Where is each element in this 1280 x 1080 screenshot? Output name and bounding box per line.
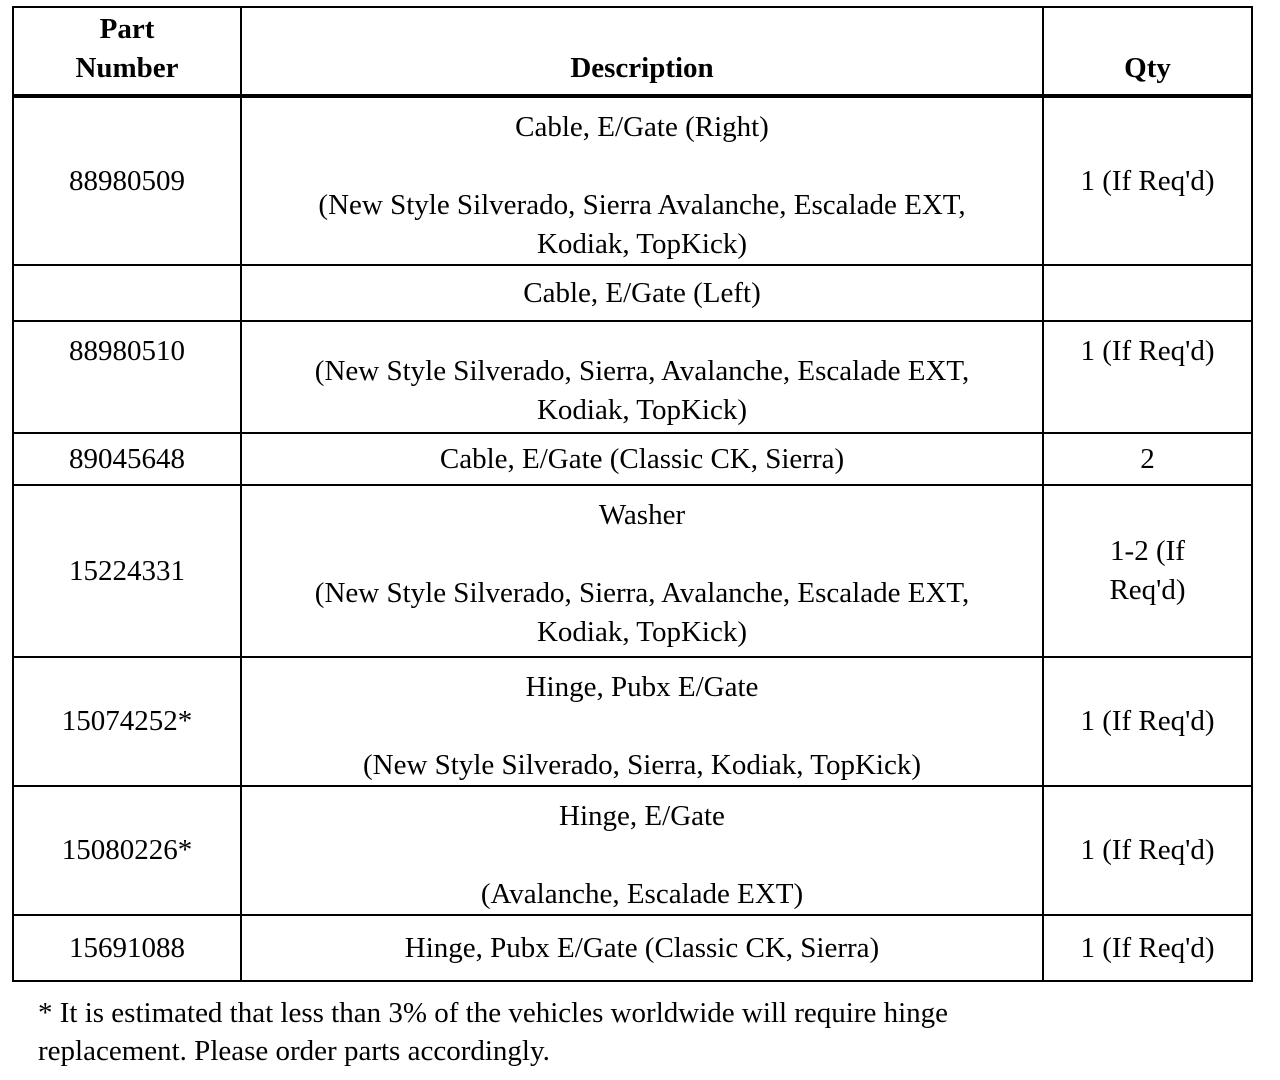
qty-cell: 2 [1043,433,1252,485]
description-detail: (New Style Silverado, Sierra, Avalanche, Escalade EXT, [314,577,970,609]
description-cell [241,321,1043,433]
parts-table [12,6,1253,982]
description-detail: (New Style Silverado, Sierra Avalanche, Escalade EXT, [318,189,966,221]
qty-cell [1043,265,1252,321]
part-number-cell: 15074252* [13,657,241,786]
qty-cell: 1 (If Req'd) [1043,96,1252,265]
description-cell [241,96,1043,265]
table-row [13,786,1252,915]
qty-cell: 1 (If Req'd) [1043,786,1252,915]
table-row [13,915,1252,981]
description-cell [241,786,1043,915]
part-number-cell: 15691088 [13,915,241,981]
description-detail: Kodiak, TopKick) [536,616,748,648]
description-detail: Kodiak, TopKick) [536,394,748,426]
description-detail: (New Style Silverado, Sierra, Avalanche, Escalade EXT, [314,355,970,387]
description-cell [241,485,1043,657]
table-row [13,657,1252,786]
footnote: * It is estimated that less than 3% of the vehicles worldwide will require hinge replacement. Please order parts accordingly. [38,997,949,1067]
header-description: Description [241,7,1043,96]
qty-cell: 1 (If Req'd) [1043,915,1252,981]
part-number-cell [13,265,241,321]
description-detail: Kodiak, TopKick) [536,228,748,260]
part-number-cell: 88980509 [13,96,241,265]
description-detail: (New Style Silverado, Sierra, Kodiak, TopKick) [363,749,921,781]
part-number-cell: 15224331 [13,485,241,657]
description-detail: (Avalanche, Escalade EXT) [480,878,804,910]
table-header-row [13,7,1252,96]
header-qty: Qty [1043,7,1252,96]
description-title: Hinge, E/Gate [559,800,725,832]
qty-cell: 1 (If Req'd) [1043,657,1252,786]
table-row [13,321,1252,433]
table-row [13,96,1252,265]
description-title: Washer [598,499,686,531]
qty-cell: 1-2 (If Req'd) [1043,485,1252,657]
description-cell: Hinge, Pubx E/Gate (Classic CK, Sierra) [241,915,1043,981]
part-number-cell: 15080226* [13,786,241,915]
table-row [13,265,1252,321]
description-cell: Cable, E/Gate (Classic CK, Sierra) [241,433,1043,485]
header-part-number: Part Number [13,7,241,96]
table-row [13,433,1252,485]
description-title: Hinge, Pubx E/Gate [525,671,759,703]
part-number-cell: 89045648 [13,433,241,485]
qty-cell: 1 (If Req'd) [1043,321,1252,433]
table-row [13,485,1252,657]
description-cell [241,657,1043,786]
part-number-cell: 88980510 [13,321,241,433]
description-cell: Cable, E/Gate (Left) [241,265,1043,321]
description-title: Cable, E/Gate (Right) [515,111,769,143]
